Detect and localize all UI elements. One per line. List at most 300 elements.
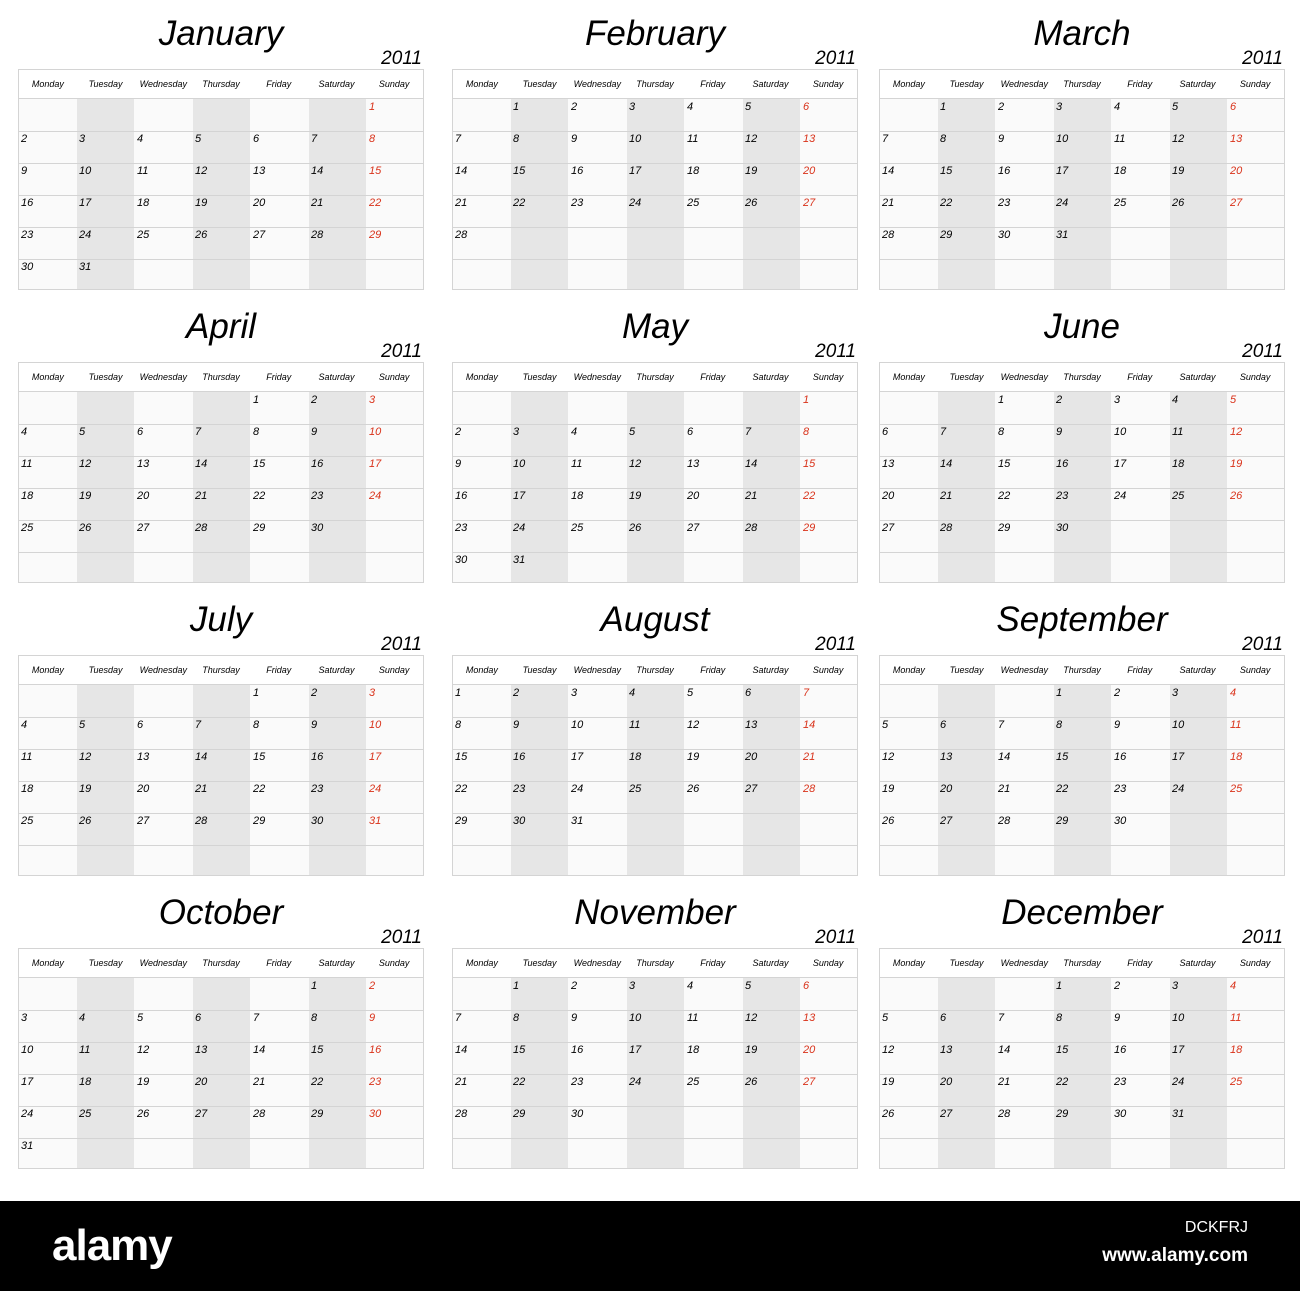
day-cell: 21 [195, 490, 208, 502]
day-cell: 2 [311, 687, 318, 699]
day-cell: 18 [21, 783, 34, 795]
month-year: 2011 [381, 341, 422, 362]
day-cell: 31 [369, 815, 382, 827]
day-cell: 26 [629, 522, 642, 534]
day-cell: 17 [369, 751, 382, 763]
day-cell: 16 [571, 165, 584, 177]
day-cell: 26 [745, 1076, 758, 1088]
day-cell: 2 [455, 426, 462, 438]
day-cell: 12 [629, 458, 642, 470]
weekday-label-wednesday: Wednesday [1000, 372, 1048, 382]
day-cell: 30 [369, 1108, 382, 1120]
weekday-header [453, 70, 857, 99]
day-cell: 9 [513, 719, 520, 731]
day-cell: 16 [21, 197, 34, 209]
day-cell: 26 [79, 522, 92, 534]
day-cell: 9 [311, 719, 318, 731]
day-cell: 4 [1230, 687, 1237, 699]
day-cell: 28 [195, 522, 208, 534]
day-cell: 21 [311, 197, 324, 209]
weekday-label-sunday: Sunday [378, 79, 410, 89]
day-cell: 12 [79, 458, 92, 470]
day-cell: 27 [940, 1108, 953, 1120]
day-cells [880, 99, 1284, 289]
day-cell: 15 [803, 458, 816, 470]
day-cell: 6 [882, 426, 889, 438]
weekday-label-sunday: Sunday [812, 372, 844, 382]
day-cell: 3 [369, 394, 376, 406]
weekday-label-saturday: Saturday [1179, 665, 1216, 675]
month-title: April [185, 307, 257, 346]
day-cell: 3 [1114, 394, 1121, 406]
day-cell: 3 [369, 687, 376, 699]
day-cell: 1 [1056, 687, 1063, 699]
day-cell: 12 [745, 133, 758, 145]
day-cell: 7 [745, 426, 752, 438]
day-cell: 16 [1056, 458, 1069, 470]
day-cell: 14 [803, 719, 816, 731]
day-cell: 20 [137, 783, 150, 795]
weekday-label-wednesday: Wednesday [573, 79, 621, 89]
weekday-label-wednesday: Wednesday [139, 79, 187, 89]
month-april [18, 293, 424, 583]
day-cell: 11 [687, 133, 699, 145]
weekday-label-tuesday: Tuesday [522, 665, 557, 675]
weekday-label-friday: Friday [700, 79, 726, 89]
day-cell: 23 [571, 1076, 584, 1088]
day-cell: 5 [882, 719, 889, 731]
day-cell: 20 [195, 1076, 208, 1088]
day-cell: 1 [253, 394, 260, 406]
day-cell: 30 [311, 815, 324, 827]
day-cell: 21 [998, 1076, 1011, 1088]
month-title: December [1001, 893, 1163, 932]
weekday-label-saturday: Saturday [318, 79, 355, 89]
day-cell: 25 [21, 522, 34, 534]
day-cell: 25 [687, 1076, 700, 1088]
day-cell: 28 [803, 783, 816, 795]
month-year: 2011 [381, 48, 422, 69]
month-grid [18, 69, 424, 290]
day-cells [880, 685, 1284, 875]
day-cell: 1 [455, 687, 462, 699]
weekday-label-friday: Friday [700, 372, 726, 382]
weekday-label-sunday: Sunday [1239, 665, 1271, 675]
day-cell: 26 [1230, 490, 1243, 502]
day-cell: 6 [137, 426, 144, 438]
day-cell: 1 [940, 101, 947, 113]
day-cell: 17 [1172, 751, 1185, 763]
day-cell: 28 [940, 522, 953, 534]
month-january [18, 0, 424, 290]
day-cell: 24 [369, 490, 382, 502]
day-cell: 11 [137, 165, 149, 177]
day-cell: 18 [137, 197, 150, 209]
month-year: 2011 [381, 927, 422, 948]
day-cell: 16 [369, 1044, 382, 1056]
month-grid [452, 69, 858, 290]
month-grid [18, 948, 424, 1169]
day-cell: 6 [195, 1012, 202, 1024]
month-title: September [996, 600, 1168, 639]
day-cell: 18 [21, 490, 34, 502]
day-cell: 4 [1172, 394, 1179, 406]
weekday-label-wednesday: Wednesday [139, 372, 187, 382]
day-cell: 28 [253, 1108, 266, 1120]
day-cell: 31 [513, 554, 526, 566]
day-cells [453, 392, 857, 582]
weekday-label-wednesday: Wednesday [139, 665, 187, 675]
day-cell: 19 [137, 1076, 150, 1088]
day-cell: 8 [369, 133, 376, 145]
day-cell: 1 [311, 980, 318, 992]
day-cell: 29 [1056, 815, 1069, 827]
day-cell: 3 [513, 426, 520, 438]
weekday-label-friday: Friday [700, 958, 726, 968]
day-cell: 21 [195, 783, 208, 795]
day-cell: 17 [21, 1076, 34, 1088]
day-cell: 28 [998, 1108, 1011, 1120]
day-cell: 13 [745, 719, 758, 731]
day-cell: 22 [513, 1076, 526, 1088]
month-year: 2011 [1242, 634, 1283, 655]
weekday-header [19, 363, 423, 392]
day-cells [19, 392, 423, 582]
day-cell: 23 [1114, 783, 1127, 795]
day-cell: 11 [21, 458, 33, 470]
day-cell: 13 [253, 165, 266, 177]
day-cell: 19 [195, 197, 208, 209]
month-title: July [189, 600, 253, 639]
day-cell: 3 [629, 101, 636, 113]
day-cell: 5 [882, 1012, 889, 1024]
weekday-label-thursday: Thursday [202, 79, 240, 89]
weekday-label-friday: Friday [1127, 372, 1153, 382]
day-cell: 8 [803, 426, 810, 438]
day-cell: 14 [998, 751, 1011, 763]
weekday-label-sunday: Sunday [378, 665, 410, 675]
day-cell: 28 [745, 522, 758, 534]
day-cell: 2 [1114, 687, 1121, 699]
day-cell: 11 [687, 1012, 699, 1024]
day-cell: 12 [137, 1044, 150, 1056]
month-july [18, 586, 424, 876]
month-grid [18, 655, 424, 876]
day-cell: 31 [21, 1140, 34, 1152]
day-cell: 15 [513, 165, 526, 177]
weekday-label-monday: Monday [31, 665, 64, 675]
day-cell: 28 [455, 229, 468, 241]
day-cell: 18 [1172, 458, 1185, 470]
day-cells [880, 978, 1284, 1168]
weekday-label-wednesday: Wednesday [1000, 79, 1048, 89]
weekday-label-friday: Friday [266, 372, 292, 382]
day-cell: 2 [998, 101, 1005, 113]
day-cell: 15 [369, 165, 382, 177]
day-cell: 3 [21, 1012, 28, 1024]
month-year: 2011 [815, 927, 856, 948]
day-cell: 21 [253, 1076, 266, 1088]
day-cell: 29 [513, 1108, 526, 1120]
day-cell: 4 [1230, 980, 1237, 992]
day-cell: 9 [369, 1012, 376, 1024]
day-cell: 2 [369, 980, 376, 992]
weekday-label-tuesday: Tuesday [522, 372, 557, 382]
weekday-label-tuesday: Tuesday [949, 958, 984, 968]
day-cell: 18 [571, 490, 584, 502]
day-cell: 14 [882, 165, 895, 177]
day-cell: 27 [1230, 197, 1243, 209]
day-cell: 29 [369, 229, 382, 241]
weekday-label-wednesday: Wednesday [1000, 958, 1048, 968]
weekday-label-tuesday: Tuesday [88, 79, 123, 89]
day-cell: 15 [253, 751, 266, 763]
day-cell: 30 [571, 1108, 584, 1120]
day-cell: 5 [1230, 394, 1237, 406]
day-cell: 14 [195, 751, 208, 763]
day-cell: 19 [79, 783, 92, 795]
day-cell: 29 [253, 522, 266, 534]
weekday-label-saturday: Saturday [318, 958, 355, 968]
day-cell: 18 [79, 1076, 92, 1088]
day-cell: 21 [455, 1076, 468, 1088]
month-august [452, 586, 858, 876]
weekday-label-thursday: Thursday [1063, 79, 1101, 89]
weekday-label-monday: Monday [892, 665, 925, 675]
weekday-label-tuesday: Tuesday [88, 372, 123, 382]
day-cell: 7 [940, 426, 947, 438]
day-cell: 6 [687, 426, 694, 438]
weekday-label-wednesday: Wednesday [139, 958, 187, 968]
day-cell: 1 [513, 101, 520, 113]
weekday-label-monday: Monday [465, 958, 498, 968]
day-cell: 24 [79, 229, 92, 241]
day-cell: 30 [998, 229, 1011, 241]
month-title: March [1033, 14, 1131, 53]
day-cell: 22 [253, 783, 266, 795]
month-title: May [621, 307, 689, 346]
weekday-label-saturday: Saturday [1179, 372, 1216, 382]
day-cell: 23 [571, 197, 584, 209]
day-cell: 8 [253, 426, 260, 438]
day-cell: 8 [513, 133, 520, 145]
day-cell: 25 [1114, 197, 1127, 209]
month-grid [879, 655, 1285, 876]
day-cell: 23 [21, 229, 34, 241]
month-december [879, 879, 1285, 1169]
day-cell: 24 [1114, 490, 1127, 502]
day-cell: 9 [21, 165, 28, 177]
day-cell: 2 [571, 101, 578, 113]
day-cell: 12 [195, 165, 208, 177]
day-cell: 10 [629, 133, 642, 145]
day-cell: 19 [79, 490, 92, 502]
day-cell: 2 [21, 133, 28, 145]
day-cell: 26 [882, 1108, 895, 1120]
day-cell: 25 [1172, 490, 1185, 502]
day-cell: 15 [998, 458, 1011, 470]
month-year: 2011 [815, 48, 856, 69]
day-cells [453, 978, 857, 1168]
day-cell: 20 [687, 490, 700, 502]
day-cell: 30 [1114, 1108, 1127, 1120]
day-cell: 19 [882, 1076, 895, 1088]
weekday-header [880, 363, 1284, 392]
day-cell: 30 [455, 554, 468, 566]
weekday-header [453, 656, 857, 685]
weekday-label-wednesday: Wednesday [573, 665, 621, 675]
day-cell: 2 [513, 687, 520, 699]
day-cell: 23 [513, 783, 526, 795]
day-cell: 19 [687, 751, 700, 763]
day-cell: 8 [998, 426, 1005, 438]
day-cell: 30 [1114, 815, 1127, 827]
day-cell: 22 [1056, 1076, 1069, 1088]
weekday-label-thursday: Thursday [636, 372, 674, 382]
day-cell: 16 [311, 751, 324, 763]
month-year: 2011 [1242, 48, 1283, 69]
month-year: 2011 [815, 634, 856, 655]
weekday-label-saturday: Saturday [752, 79, 789, 89]
day-cell: 10 [1056, 133, 1069, 145]
site-url: www.alamy.com [1102, 1245, 1248, 1266]
day-cell: 21 [940, 490, 953, 502]
day-cell: 19 [1230, 458, 1243, 470]
day-cell: 26 [195, 229, 208, 241]
day-cell: 7 [998, 719, 1005, 731]
day-cell: 22 [803, 490, 816, 502]
day-cell: 1 [369, 101, 376, 113]
weekday-label-monday: Monday [465, 372, 498, 382]
day-cells [453, 685, 857, 875]
month-grid [879, 362, 1285, 583]
day-cell: 25 [629, 783, 642, 795]
weekday-label-thursday: Thursday [202, 372, 240, 382]
day-cell: 10 [571, 719, 584, 731]
day-cell: 9 [311, 426, 318, 438]
month-year: 2011 [815, 341, 856, 362]
weekday-label-monday: Monday [465, 665, 498, 675]
day-cell: 13 [803, 133, 816, 145]
day-cell: 16 [1114, 1044, 1127, 1056]
day-cell: 30 [513, 815, 526, 827]
day-cell: 1 [1056, 980, 1063, 992]
month-grid [452, 362, 858, 583]
day-cell: 25 [687, 197, 700, 209]
day-cell: 10 [1172, 1012, 1185, 1024]
month-grid [18, 362, 424, 583]
day-cell: 9 [571, 133, 578, 145]
day-cell: 7 [455, 1012, 462, 1024]
day-cell: 17 [571, 751, 584, 763]
day-cell: 20 [803, 165, 816, 177]
weekday-label-sunday: Sunday [812, 79, 844, 89]
day-cell: 11 [1114, 133, 1126, 145]
day-cell: 14 [745, 458, 758, 470]
month-september [879, 586, 1285, 876]
day-cell: 21 [803, 751, 816, 763]
day-cell: 22 [1056, 783, 1069, 795]
day-cell: 2 [571, 980, 578, 992]
month-october [18, 879, 424, 1169]
day-cell: 21 [455, 197, 468, 209]
day-cell: 24 [369, 783, 382, 795]
day-cell: 23 [455, 522, 468, 534]
day-cell: 28 [311, 229, 324, 241]
day-cell: 23 [311, 490, 324, 502]
image-id: DCKFRJ [1184, 1219, 1248, 1236]
day-cell: 27 [253, 229, 266, 241]
day-cell: 28 [998, 815, 1011, 827]
day-cells [19, 685, 423, 875]
day-cell: 24 [629, 197, 642, 209]
day-cell: 20 [940, 1076, 953, 1088]
day-cell: 14 [195, 458, 208, 470]
day-cell: 11 [79, 1044, 91, 1056]
weekday-label-thursday: Thursday [636, 79, 674, 89]
day-cell: 9 [571, 1012, 578, 1024]
month-title: October [158, 893, 284, 932]
day-cell: 17 [629, 165, 642, 177]
day-cell: 9 [455, 458, 462, 470]
weekday-header [880, 949, 1284, 978]
day-cell: 15 [1056, 751, 1069, 763]
day-cell: 28 [455, 1108, 468, 1120]
day-cell: 28 [195, 815, 208, 827]
day-cell: 14 [940, 458, 953, 470]
weekday-label-thursday: Thursday [1063, 372, 1101, 382]
weekday-label-monday: Monday [31, 958, 64, 968]
day-cell: 13 [137, 458, 150, 470]
day-cell: 29 [1056, 1108, 1069, 1120]
day-cell: 20 [940, 783, 953, 795]
day-cell: 23 [998, 197, 1011, 209]
day-cell: 1 [803, 394, 810, 406]
month-title: August [600, 600, 710, 639]
weekday-header [19, 656, 423, 685]
day-cell: 11 [21, 751, 33, 763]
weekday-label-tuesday: Tuesday [88, 665, 123, 675]
month-june [879, 293, 1285, 583]
weekday-label-monday: Monday [892, 372, 925, 382]
day-cell: 18 [1230, 751, 1243, 763]
weekday-header [19, 949, 423, 978]
day-cell: 26 [137, 1108, 150, 1120]
day-cell: 7 [195, 719, 202, 731]
day-cell: 22 [253, 490, 266, 502]
day-cell: 26 [79, 815, 92, 827]
day-cell: 10 [629, 1012, 642, 1024]
day-cell: 15 [1056, 1044, 1069, 1056]
day-cell: 7 [455, 133, 462, 145]
weekday-label-friday: Friday [1127, 665, 1153, 675]
day-cell: 24 [571, 783, 584, 795]
day-cell: 13 [803, 1012, 816, 1024]
day-cell: 12 [882, 1044, 895, 1056]
day-cell: 20 [745, 751, 758, 763]
day-cell: 25 [571, 522, 584, 534]
day-cell: 29 [253, 815, 266, 827]
day-cell: 13 [940, 751, 953, 763]
weekday-label-wednesday: Wednesday [573, 958, 621, 968]
day-cell: 30 [1056, 522, 1069, 534]
day-cells [19, 99, 423, 289]
weekday-label-saturday: Saturday [752, 372, 789, 382]
day-cell: 3 [1172, 980, 1179, 992]
day-cell: 22 [940, 197, 953, 209]
day-cell: 8 [311, 1012, 318, 1024]
day-cell: 30 [311, 522, 324, 534]
